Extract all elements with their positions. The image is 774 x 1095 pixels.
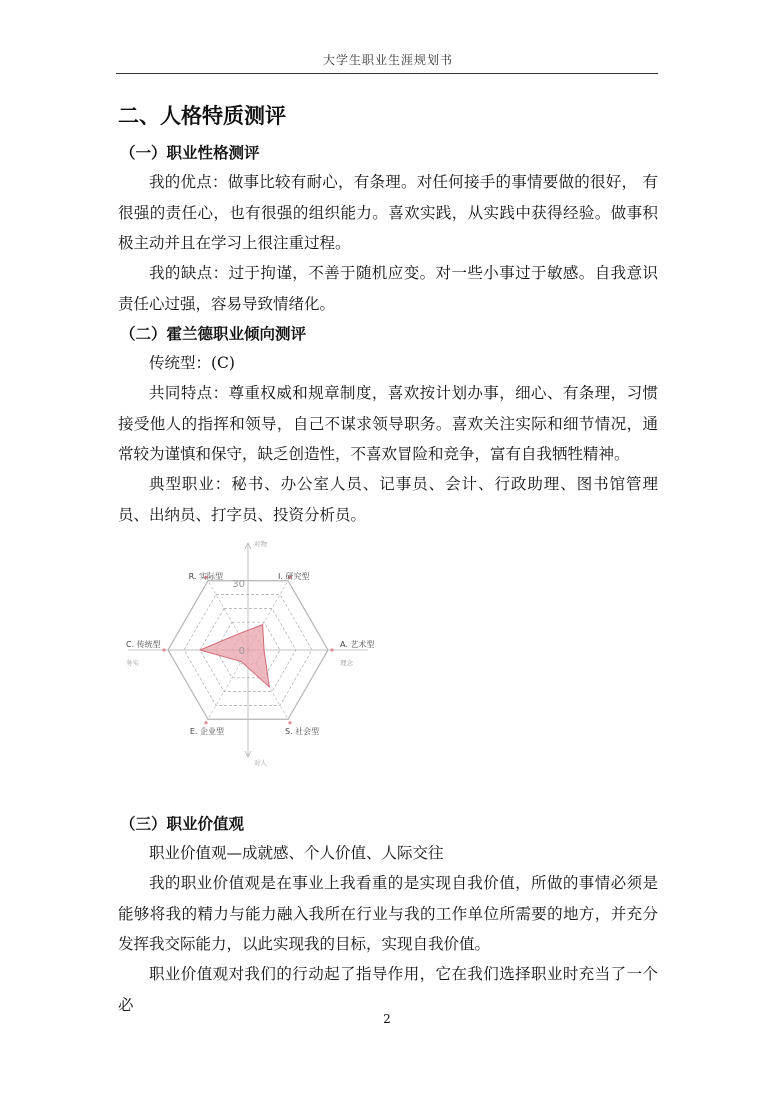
paragraph-careers: 典型职业：秘书、办公室人员、记事员、会计、行政助理、图书馆管理员、出纳员、打字员、投资分析员。 [118,475,658,524]
header-rule [116,73,658,74]
tick-label-max: 30 [232,579,245,590]
radar-vertex-dot-5 [204,721,207,724]
holland-radar-chart [118,535,398,770]
radar-svg [118,535,398,770]
paragraph-values-role: 职业价值观对我们的行动起了指导作用，它在我们选择职业时充当了一个必 [118,965,658,1014]
paragraph-traits: 共同特点：尊重权威和规章制度，喜欢按计划办事，细心、有条理，习惯接受他人的指挥和领导，自己不谋求领导职务。喜欢关注实际和细节情况，通常较为谨慎和保守，缺乏创造性，不喜欢冒险和竞争，富有自我牺牲精神。 [118,384,658,463]
subsection-title-2: （二）霍兰德职业倾向测评 [120,325,307,343]
radar-vertex-dot-4 [288,721,291,724]
paragraph-weaknesses: 我的缺点：过于拘谨，不善于随机应变。对一些小事过于敏感。自我意识责任心过强，容易导致情绪化。 [118,264,658,313]
axis-end-label-right: 理念 [340,659,353,667]
radar-vertex-dot-3 [330,648,333,651]
subsection-title-1: （一）职业性格测评 [120,144,260,162]
subsection-title-3: （三）职业价值观 [120,815,245,833]
paragraph-values-list: 职业价值观—成就感、个人价值、人际交往 [149,844,444,862]
axis-end-label-top: 对物 [254,540,267,548]
radar-vertex-dot-6 [162,648,165,651]
axis-end-label-left: 务实 [126,659,139,667]
page-header: 大学生职业生涯规划书 [322,53,453,67]
section-title: 二、人格特质测评 [118,104,286,128]
paragraph-values-desc: 我的职业价值观是在事业上我看重的是实现自我价值，所做的事情必须是能够将我的精力与能力融入我所在行业与我的工作单位所需要的地方，并充分发挥我交际能力，以此实现我的目标，实现自我价值。 [118,874,658,953]
axis-label-6: C. 传统型 [126,640,161,649]
axis-label-5: E. 企业型 [189,727,224,736]
paragraph-strengths: 我的优点：做事比较有耐心，有条理。对任何接手的事情要做的很好， 有很强的责任心，也有很强的组织能力。喜欢实践，从实践中获得经验。做事积极主动并且在学习上很注重过程。 [118,173,658,252]
axis-end-label-bottom: 对人 [254,759,267,767]
tick-label-min: 0 [238,646,245,657]
paragraph-type: 传统型：(C) [149,354,235,372]
axis-label-3: A. 艺术型 [340,640,375,649]
axis-label-4: S. 社会型 [285,727,320,736]
axis-label-1: R. 实际型 [188,572,223,581]
axis-label-2: I. 研究型 [278,572,310,581]
page-number: 2 [383,1012,391,1026]
